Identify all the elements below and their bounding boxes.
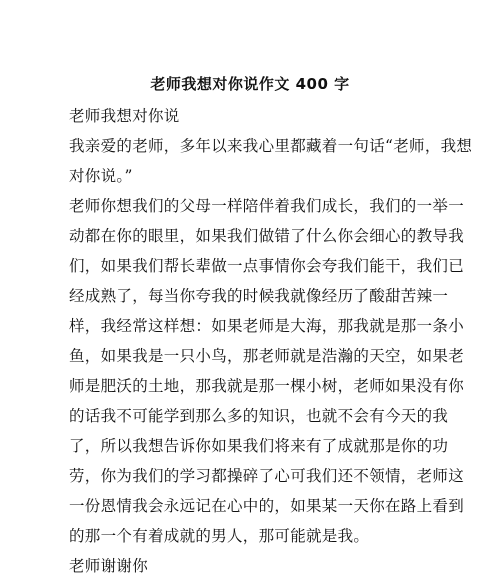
text-line: 老师谢谢你 xyxy=(69,557,149,575)
text-line: 老师我想对你说 xyxy=(69,107,180,125)
text-line: 样，我经常这样想：如果老师是大海，那我就是那一条小 xyxy=(69,317,465,335)
text-line: 动都在你的眼里，如果我们做错了什么你会细心的教导我 xyxy=(69,227,465,245)
document-body xyxy=(69,101,473,581)
text-line: 的那一个有着成就的男人，那可能就是我。 xyxy=(69,527,370,545)
text-line: 的话我不可能学到那么多的知识，也就不会有今天的我 xyxy=(69,407,449,425)
text-line: 一份恩情我会永远记在心中的，如果某一天你在路上看到 xyxy=(69,497,465,515)
text-line: 对你说。” xyxy=(69,167,133,185)
text-line: 经成熟了，每当你夸我的时候我就像经历了酸甜苦辣一 xyxy=(69,287,449,305)
text-line: 老师你想我们的父母一样陪伴着我们成长，我们的一举一 xyxy=(69,197,465,215)
text-line: 劳，你为我们的学习都操碎了心可我们还不领情，老师这 xyxy=(69,467,465,485)
text-line: 们，如果我们帮长辈做一点事情你会夸我们能干，我们已 xyxy=(69,257,465,275)
text-line: 鱼，如果我是一只小鸟，那老师就是浩瀚的天空，如果老 xyxy=(69,347,465,365)
document-title: 老师我想对你说作文 400 字 xyxy=(150,75,350,93)
text-line: 我亲爱的老师，多年以来我心里都藏着一句话“老师，我想 xyxy=(69,137,473,155)
text-line: 了，所以我想告诉你如果我们将来有了成就那是你的功 xyxy=(69,437,449,455)
text-line: 师是肥沃的土地，那我就是那一棵小树，老师如果没有你 xyxy=(69,377,465,395)
